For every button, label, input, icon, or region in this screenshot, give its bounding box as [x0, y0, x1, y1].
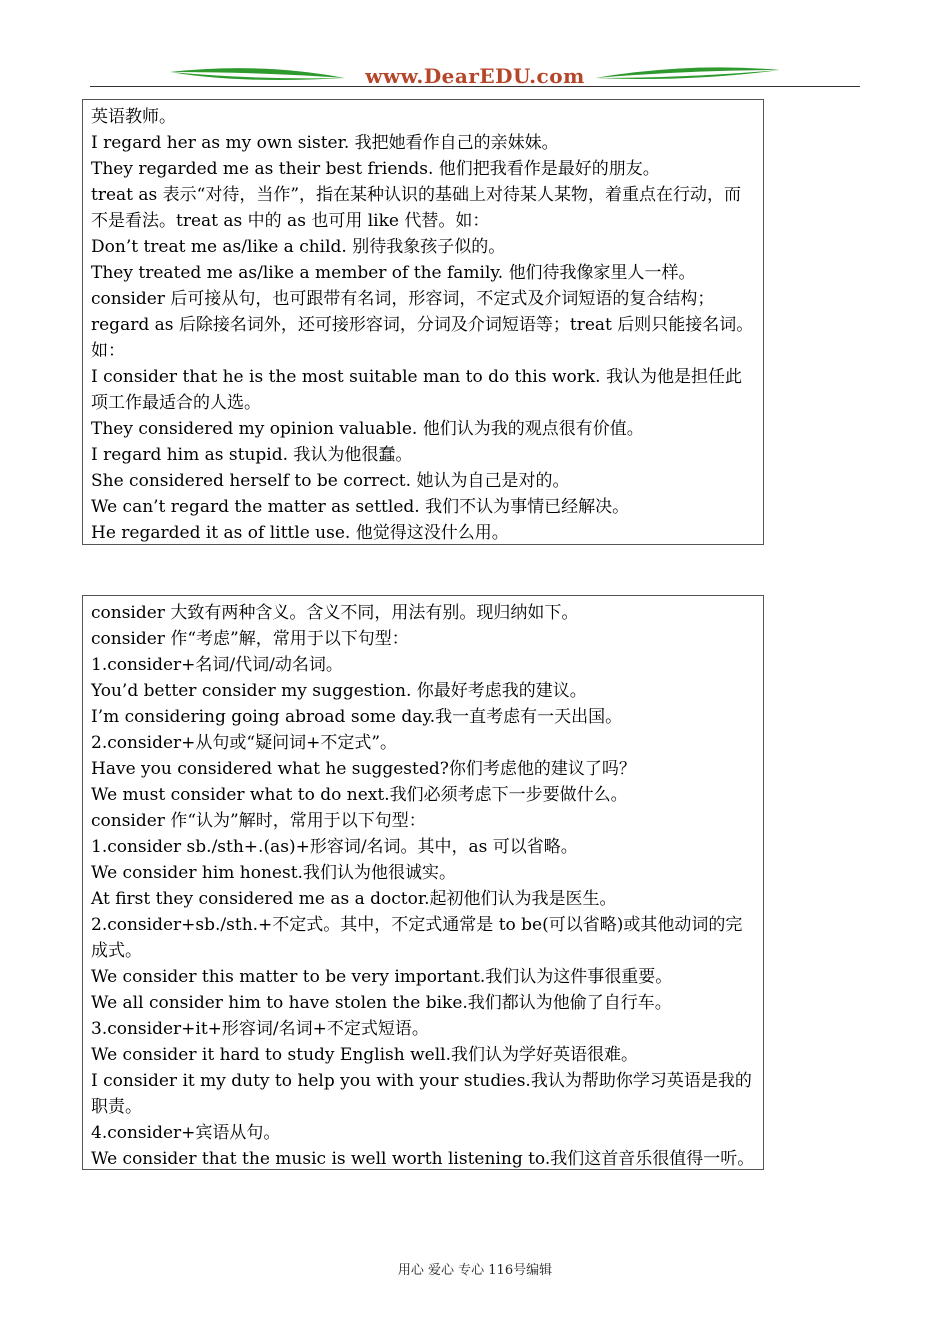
text-line: You’d better consider my suggestion. 你最好考虑我的建议。	[91, 681, 587, 701]
text-line: consider 作“认为”解时，常用于以下句型：	[91, 811, 426, 831]
text-line: At first they considered me as a doctor.起初他们认为我是医生。	[91, 889, 617, 909]
text-line: We consider him honest.我们认为他很诚实。	[91, 863, 456, 883]
text-line: We consider that the music is well worth listening to.我们这首音乐很值得一听。	[91, 1149, 755, 1169]
text-line: 3.consider+it+形容词/名词+不定式短语。	[91, 1019, 429, 1039]
content-box-regard-treat	[82, 99, 764, 545]
text-line: consider 作“考虑”解，常用于以下句型：	[91, 629, 409, 649]
text-line: We all consider him to have stolen the bike.我们都认为他偷了自行车。	[91, 993, 672, 1013]
text-line: I regard him as stupid. 我认为他很蠢。	[91, 445, 413, 465]
text-line: We must consider what to do next.我们必须考虑下一步要做什么。	[91, 785, 628, 805]
text-line: They regarded me as their best friends. 他们把我看作是最好的朋友。	[91, 159, 660, 179]
text-line: We can’t regard the matter as settled. 我们不认为事情已经解决。	[91, 497, 630, 517]
content-box-consider	[82, 595, 764, 1170]
text-line: Have you considered what he suggested?你们考虑他的建议了吗？	[91, 759, 636, 779]
text-line: I’m considering going abroad some day.我一直考虑有一天出国。	[91, 707, 623, 727]
text-line: treat as 表示“对待，当作”，指在某种认识的基础上对待某人某物，着重点在行动，而不是看法。treat as 中的 as 也可用 like 代替。如：	[91, 185, 742, 231]
text-line: He regarded it as of little use. 他觉得这没什么用。	[91, 523, 509, 543]
text-line: 4.consider+宾语从句。	[91, 1123, 281, 1143]
page-footer: 用心 爱心 专心 116号编辑	[397, 1263, 553, 1278]
text-line: We consider it hard to study English well.我们认为学好英语很难。	[91, 1045, 639, 1065]
text-line: She considered herself to be correct. 她认为自己是对的。	[91, 471, 570, 491]
text-line: consider 大致有两种含义。含义不同，用法有别。现归纳如下。	[91, 603, 579, 623]
text-line: I regard her as my own sister. 我把她看作自己的亲妹妹。	[91, 133, 559, 153]
text-line: Don’t treat me as/like a child. 别待我象孩子似的。	[91, 237, 506, 257]
text-line: 2.consider+从句或“疑问词+不定式”。	[91, 733, 398, 753]
text-line: 英语教师。	[91, 107, 176, 127]
text-line: 1.consider sb./sth+.(as)+形容词/名词。其中，as 可以省略。	[91, 837, 578, 857]
text-line: 1.consider+名词/代词/动名词。	[91, 655, 343, 675]
text-line: I consider it my duty to help you with your studies.我认为帮助你学习英语是我的职责。	[91, 1071, 752, 1117]
header-divider	[90, 86, 860, 87]
text-line: They considered my opinion valuable. 他们认为我的观点很有价值。	[91, 419, 644, 439]
text-line: consider 后可接从句，也可跟带有名词，形容词，不定式及介词短语的复合结构；regard as 后除接名词外，还可接形容词，分词及介词短语等；treat 后则只能接名词。如：	[91, 289, 754, 361]
site-url: www.DearEDU.com	[365, 64, 585, 88]
text-line: I consider that he is the most suitable man to do this work. 我认为他是担任此项工作最适合的人选。	[91, 367, 742, 413]
text-line: We consider this matter to be very important.我们认为这件事很重要。	[91, 967, 673, 987]
text-line: They treated me as/like a member of the family. 他们待我像家里人一样。	[91, 263, 696, 283]
text-line: 2.consider+sb./sth.+不定式。其中，不定式通常是 to be(可以省略)或其他动词的完成式。	[91, 915, 743, 961]
